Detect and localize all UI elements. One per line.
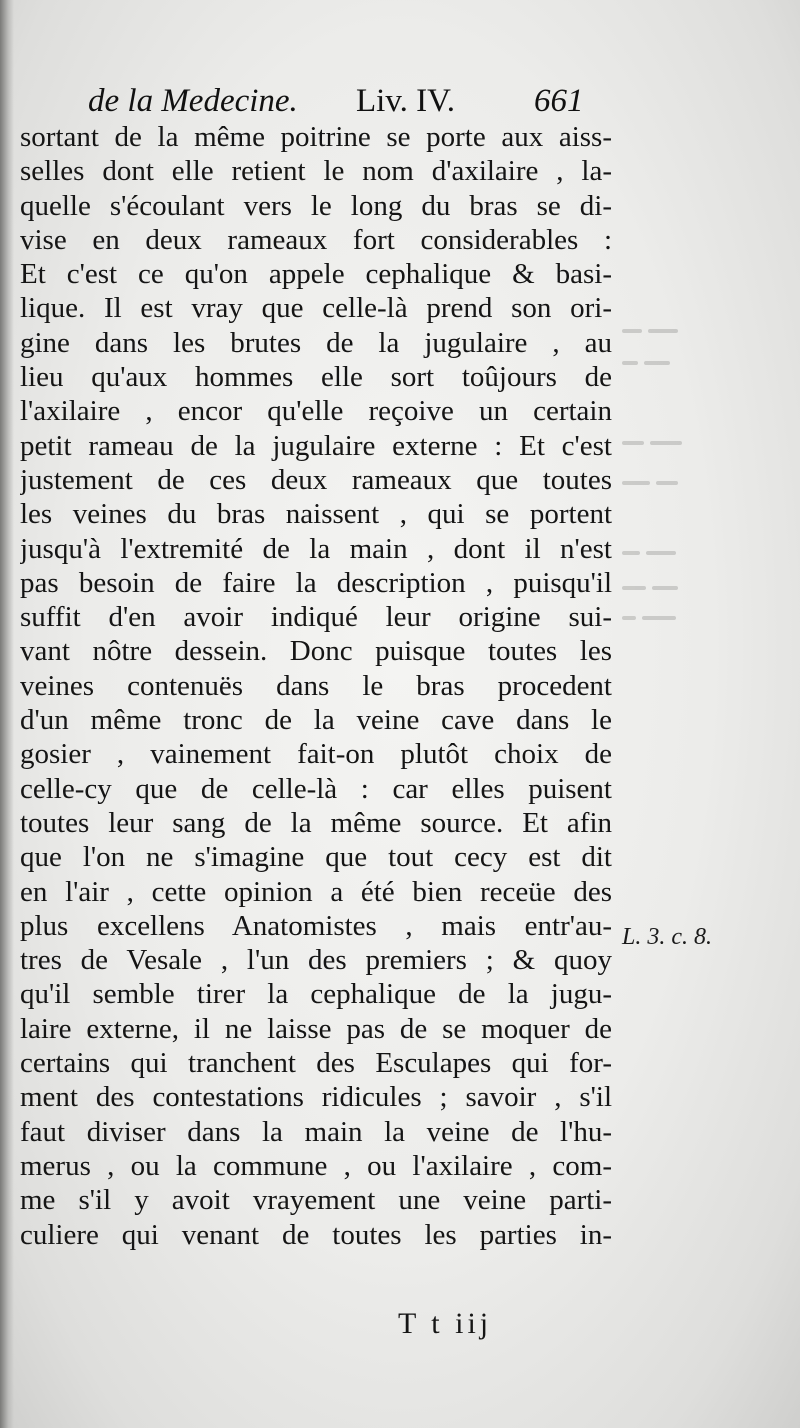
text-line: toutes leur sang de la même source. Et afin [20,806,612,839]
text-line: laire externe, il ne laisse pas de se moquer de [20,1012,612,1045]
text-line: d'un même tronc de la veine cave dans le [20,704,612,737]
text-line: vise en deux rameaux fort considerables : [20,223,612,256]
text-line: plus excellens Anatomistes , mais entr'au- [20,909,612,942]
text-line: gine dans les brutes de la jugulaire , au [20,326,612,359]
show-through-mark [622,430,712,444]
text-line: les veines du bras naissent , qui se portent [20,498,612,531]
text-line: tres de Vesale , l'un des premiers ; & quoy [20,944,612,977]
text-line: faut diviser dans la main la veine de l'hu- [20,1115,612,1148]
text-line: justement de ces deux rameaux que toutes [20,463,612,496]
gutter-shadow [0,0,14,1428]
signature-mark: T t iij [398,1307,493,1340]
text-line: lique. Il est vray que celle-là prend son ori- [20,292,612,325]
running-title: de la Medecine. [88,83,298,119]
margin-note: L. 3. c. 8. [622,924,712,950]
text-line: l'axilaire , encor qu'elle reçoive un certain [20,395,612,428]
text-line: que l'on ne s'imagine que tout cecy est dit [20,841,612,874]
show-through-mark [622,350,712,364]
text-line: quelle s'écoulant vers le long du bras se di- [20,189,612,222]
text-line: jusqu'à l'extremité de la main , dont il n'est [20,532,612,565]
text-line: Et c'est ce qu'on appele cephalique & basi- [20,258,612,291]
show-through-mark [622,470,712,484]
text-line: lieu qu'aux hommes elle sort toûjours de [20,361,612,394]
running-head [88,78,608,124]
text-line: celle-cy que de celle-là : car elles puisent [20,772,612,805]
text-line: culiere qui venant de toutes les parties in- [20,1218,612,1251]
show-through-mark [622,540,712,554]
show-through-mark [622,575,712,589]
text-line: suffit d'en avoir indiqué leur origine sui- [20,601,612,634]
text-line: merus , ou la commune , ou l'axilaire , com- [20,1149,612,1182]
show-through-mark [622,605,712,619]
text-line: ment des contestations ridicules ; savoir , s'il [20,1081,612,1114]
text-line: selles dont elle retient le nom d'axilaire , la- [20,155,612,188]
text-line: veines contenuës dans le bras procedent [20,669,612,702]
text-line: me s'il y avoit vrayement une veine parti- [20,1184,612,1217]
text-line: sortant de la même poitrine se porte aux aiss- [20,121,612,153]
text-line: en l'air , cette opinion a été bien receüe des [20,875,612,908]
text-line: qu'il semble tirer la cephalique de la jugu- [20,978,612,1011]
text-line: gosier , vainement fait-on plutôt choix de [20,738,612,771]
text-line: certains qui tranchent des Esculapes qui for- [20,1047,612,1080]
page-number: 661 [534,83,584,119]
show-through-mark [622,318,712,332]
book-number: Liv. IV. [356,83,455,119]
text-line: pas besoin de faire la description , puisqu'il [20,566,612,599]
text-line: vant nôtre dessein. Donc puisque toutes les [20,635,612,668]
body-text [20,120,612,1252]
text-line: petit rameau de la jugulaire externe : Et c'est [20,429,612,462]
